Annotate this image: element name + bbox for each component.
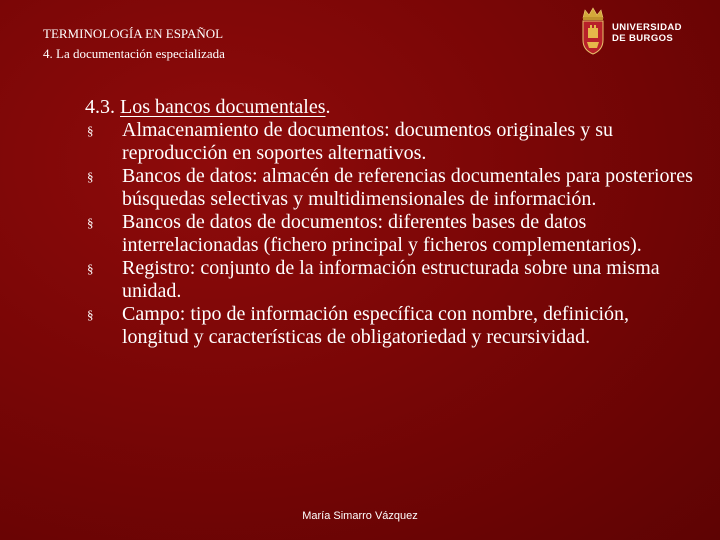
bullet-icon: §: [87, 123, 94, 138]
section-title-period: .: [325, 96, 331, 118]
bullet-text: Registro: conjunto de la información estructurada sobre una misma unidad.: [122, 257, 660, 302]
university-name-line2: DE BURGOS: [612, 33, 674, 44]
bullet-text: Bancos de datos de documentos: diferentes bases de datos interrelacionadas (fichero principal y ficheros complementarios).: [122, 211, 642, 256]
list-item: [85, 119, 695, 165]
author-name: María Simarro Vázquez: [302, 510, 418, 522]
section-number: 4.3.: [85, 96, 115, 118]
bullet-text: Campo: tipo de información específica con nombre, definición, longitud y características de obligatoriedad y recursividad.: [122, 303, 630, 348]
university-crest-icon: [578, 4, 608, 58]
university-name: [612, 22, 682, 44]
section-heading: [85, 96, 695, 119]
university-logo: [578, 4, 698, 58]
list-item: [85, 211, 695, 257]
bullet-text: Bancos de datos: almacén de referencias documentales para posteriores búsquedas selectivas y multidimensionales de información.: [122, 165, 693, 210]
list-item: [85, 257, 695, 303]
list-item: [85, 303, 695, 349]
slide-footer: [0, 510, 720, 522]
list-item: [85, 165, 695, 211]
slide-header: [43, 24, 225, 64]
bullet-icon: §: [87, 215, 94, 230]
bullet-icon: §: [87, 307, 94, 322]
slide-body: [85, 96, 695, 349]
bullet-icon: §: [87, 169, 94, 184]
bullet-text: Almacenamiento de documentos: documentos originales y su reproducción en soportes alternativos.: [122, 119, 613, 164]
university-name-line1: UNIVERSIDAD: [612, 22, 682, 33]
course-title: TERMINOLOGÍA EN ESPAÑOL: [43, 26, 224, 41]
section-title: Los bancos documentales: [120, 96, 326, 118]
bullet-list: [85, 119, 695, 349]
unit-subtitle: 4. La documentación especializada: [43, 46, 225, 61]
bullet-icon: §: [87, 261, 94, 276]
